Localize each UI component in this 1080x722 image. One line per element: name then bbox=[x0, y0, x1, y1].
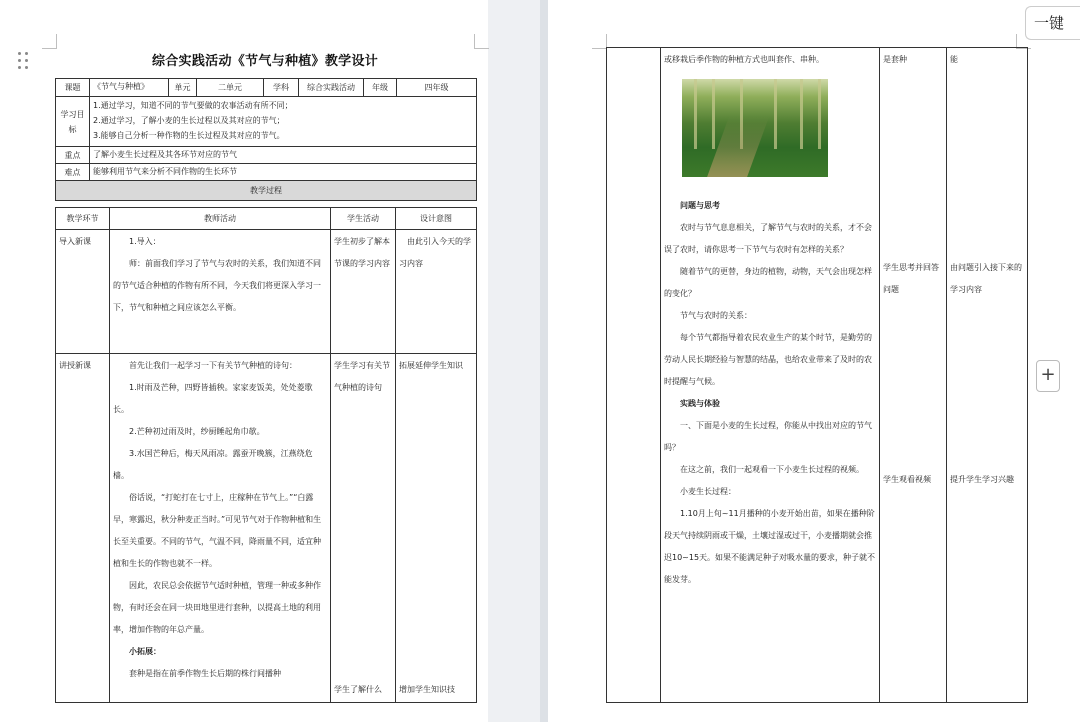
student-activity: 学生了解什么 bbox=[334, 685, 382, 694]
stage-new-lesson: 讲授新课 bbox=[56, 354, 110, 703]
design-intent: 增加学生知识技 bbox=[399, 685, 455, 694]
key-value: 了解小麦生长过程及其各环节对应的节气 bbox=[90, 147, 477, 164]
page-corner-mark bbox=[42, 34, 57, 49]
page-corner-mark bbox=[592, 34, 607, 49]
teacher-text: 一、下面是小麦的生长过程，你能从中找出对应的节气吗？ bbox=[664, 421, 872, 452]
teacher-text: 节气与农时的关系： bbox=[680, 311, 752, 320]
student-activity: 学生观看视频 bbox=[883, 475, 931, 484]
process-table-page-1 bbox=[55, 207, 477, 703]
page-divider bbox=[540, 0, 548, 722]
process-title: 教学过程 bbox=[56, 181, 477, 201]
goal-item: 3.能够自己分析一种作物的生长过程及其对应的节气。 bbox=[93, 131, 285, 140]
stage-cell-empty bbox=[607, 48, 661, 703]
document-page-2 bbox=[548, 0, 1080, 722]
one-click-button[interactable]: 一键 bbox=[1025, 6, 1080, 40]
teacher-text: 1.时雨及芒种，四野皆插秧。家家麦饭美，处处菱歌长。 bbox=[113, 383, 313, 414]
drag-handle-icon[interactable] bbox=[18, 52, 32, 72]
lesson-table-page-1 bbox=[55, 78, 477, 201]
teacher-subheading: 小拓展： bbox=[129, 647, 161, 656]
add-plus-icon[interactable]: + bbox=[1036, 360, 1060, 392]
course-label: 学科 bbox=[264, 79, 299, 97]
header-stage: 教学环节 bbox=[56, 208, 110, 230]
goal-item: 2.通过学习，了解小麦的生长过程以及其对应的节气； bbox=[93, 116, 285, 125]
student-activity: 学生学习有关节气种植的诗句 bbox=[334, 361, 390, 392]
document-title: 综合实践活动《节气与种植》教学设计 bbox=[151, 54, 379, 69]
goals-label: 学习目标 bbox=[56, 97, 90, 147]
teacher-subheading: 问题与思考 bbox=[680, 201, 720, 210]
student-activity: 学生初步了解本节课的学习内容 bbox=[331, 230, 396, 354]
unit-value: 二单元 bbox=[197, 79, 264, 97]
subject-label: 课题 bbox=[56, 79, 90, 97]
teacher-text: 在这之前，我们一起观看一下小麦生长过程的视频。 bbox=[680, 465, 864, 474]
difficulty-value: 能够利用节气来分析不同作物的生长环节 bbox=[90, 164, 477, 181]
design-intent: 由问题引入接下来的学习内容 bbox=[950, 263, 1022, 294]
teacher-text: 1.导入： bbox=[129, 237, 161, 246]
design-intent: 由此引入今天的学习内容 bbox=[396, 230, 477, 354]
teacher-text: 因此，农民总会依据节气适时种植，管理一种或多种作物，有时还会在同一块田地里进行套种，以提高土地的利用率，增加作物的年总产量。 bbox=[113, 581, 321, 634]
stage-intro: 导入新课 bbox=[56, 230, 110, 354]
difficulty-label: 难点 bbox=[56, 164, 90, 181]
design-intent: 提升学生学习兴趣 bbox=[950, 475, 1014, 484]
teacher-text: 师：前面我们学习了节气与农时的关系，我们知道不同的节气适合种植的作物有所不同，今天我们将更深入学习一下，节气和种植之间应该怎么平衡。 bbox=[113, 259, 321, 312]
teacher-subheading: 实践与体验 bbox=[680, 399, 720, 408]
design-intent: 拓展延伸学生知识 bbox=[399, 361, 463, 370]
teacher-text: 1.10月上旬~11月播种的小麦开始出苗，如果在播种阶段天气持续阴雨或干燥，土壤过湿或过干，小麦播期就会推迟10~15天。如果不能满足种子对吸水量的要求，种子就不能发芽。 bbox=[664, 509, 876, 584]
teacher-text: 每个节气都指导着农民农业生产的某个时节，是勤劳的劳动人民长期经验与智慧的结晶，也给农业带来了及时的农时提醒与气候。 bbox=[664, 333, 872, 386]
teacher-text: 3.水国芒种后，梅天风雨凉。露蚕开晚簇，江燕绕危樯。 bbox=[113, 449, 313, 480]
header-student: 学生活动 bbox=[331, 208, 396, 230]
student-activity: 学生思考并回答问题 bbox=[883, 263, 939, 294]
subject-value: 《节气与种植》 bbox=[90, 79, 169, 97]
design-intent: 能 bbox=[950, 55, 958, 64]
teacher-text: 随着节气的更替，身边的植物，动物，天气会出现怎样的变化？ bbox=[664, 267, 872, 298]
page-corner-mark bbox=[474, 34, 489, 49]
unit-label: 单元 bbox=[169, 79, 197, 97]
grade-value: 四年级 bbox=[397, 79, 477, 97]
teacher-text: 2.芒种初过雨及时，纱厨睡起角巾欹。 bbox=[129, 427, 265, 436]
key-label: 重点 bbox=[56, 147, 90, 164]
teacher-text: 俗话说，“打蛇打在七寸上，庄稼种在节气上。”“白露早，寒露迟，秋分种麦正当时。”可见节气对于作物种植和生长至关重要。不同的节气，气温不同，降雨量不同，适宜种植和生长的作物也就不一样。 bbox=[113, 493, 322, 568]
student-activity: 是套种 bbox=[883, 55, 907, 64]
teacher-text: 套种是指在前季作物生长后期的株行间播种 bbox=[129, 669, 281, 678]
grade-label: 年级 bbox=[364, 79, 397, 97]
process-table-page-2 bbox=[606, 47, 1028, 703]
document-page-1 bbox=[0, 0, 488, 722]
header-intent: 设计意图 bbox=[396, 208, 477, 230]
goal-item: 1.通过学习，知道不同的节气要做的农事活动有所不同； bbox=[93, 101, 293, 110]
teacher-text: 农时与节气息息相关，了解节气与农时的关系，才不会误了农时，请你思考一下节气与农时有怎样的关系？ bbox=[664, 223, 872, 254]
corn-soybean-intercrop-photo bbox=[682, 79, 828, 177]
teacher-text: 首先让我们一起学习一下有关节气种植的诗句： bbox=[129, 361, 297, 370]
header-teacher: 教师活动 bbox=[110, 208, 331, 230]
teacher-text: 小麦生长过程： bbox=[680, 487, 736, 496]
course-value: 综合实践活动 bbox=[299, 79, 364, 97]
teacher-text: 或移栽后季作物的种植方式也叫套作、串种。 bbox=[664, 55, 824, 64]
